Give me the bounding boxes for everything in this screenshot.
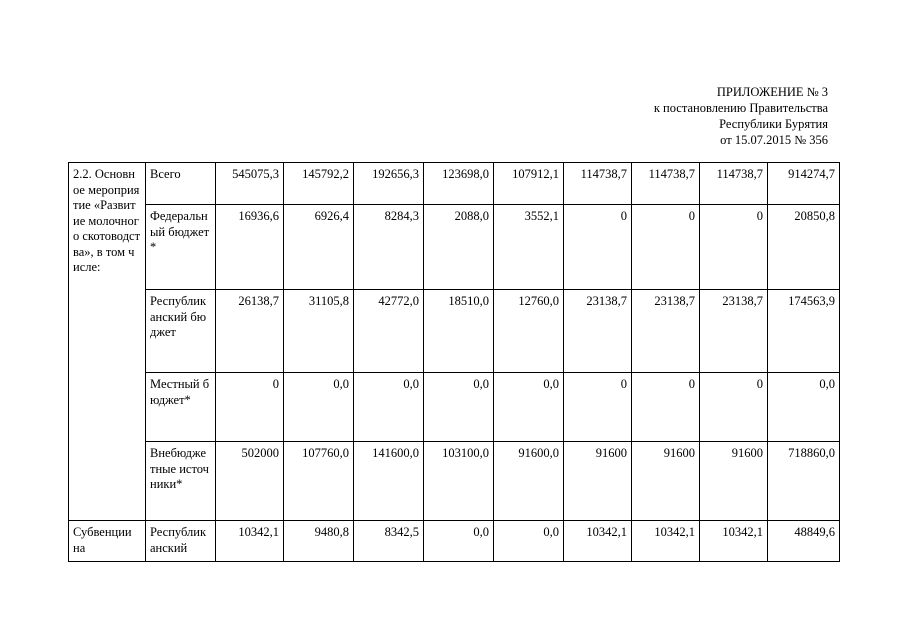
table-cell: 123698,0 (424, 163, 494, 205)
table-cell: 8342,5 (354, 521, 424, 562)
table-cell: 103100,0 (424, 442, 494, 521)
table-cell: 10342,1 (216, 521, 284, 562)
table-cell: 0 (632, 205, 700, 290)
table-cell: 9480,8 (284, 521, 354, 562)
table-cell: 502000 (216, 442, 284, 521)
table-cell: 0 (564, 205, 632, 290)
table-cell: 0 (632, 373, 700, 442)
table-cell: 2088,0 (424, 205, 494, 290)
table-cell: 114738,7 (564, 163, 632, 205)
table-cell: 0,0 (494, 373, 564, 442)
table-cell: 3552,1 (494, 205, 564, 290)
table-cell: 23138,7 (700, 290, 768, 373)
table-cell: 20850,8 (768, 205, 840, 290)
section-cell: Субвенции на (69, 521, 146, 562)
table-cell: 26138,7 (216, 290, 284, 373)
table-cell: 0,0 (494, 521, 564, 562)
table-cell: 0,0 (768, 373, 840, 442)
table-cell: 91600 (632, 442, 700, 521)
table-cell: 0,0 (354, 373, 424, 442)
table-row (69, 205, 840, 290)
row-label: Федеральный бюджет * (146, 205, 216, 290)
table-cell: 0 (216, 373, 284, 442)
table-cell: 91600 (700, 442, 768, 521)
table-cell: 6926,4 (284, 205, 354, 290)
table-row (69, 521, 840, 562)
table-cell: 545075,3 (216, 163, 284, 205)
table-cell: 31105,8 (284, 290, 354, 373)
table-cell: 8284,3 (354, 205, 424, 290)
table-cell: 91600,0 (494, 442, 564, 521)
table-cell: 10342,1 (632, 521, 700, 562)
table-cell: 718860,0 (768, 442, 840, 521)
appendix-title: ПРИЛОЖЕНИЕ № 3 (716, 85, 828, 99)
table-row (69, 442, 840, 521)
table-cell: 0 (700, 373, 768, 442)
table-cell: 0 (564, 373, 632, 442)
table-cell: 42772,0 (354, 290, 424, 373)
table-cell: 192656,3 (354, 163, 424, 205)
section-cell: 2.2. Основное мероприятие «Развитие молочного скотоводства», в том числе: (69, 163, 146, 521)
table-row (69, 290, 840, 373)
appendix-resolution-line: к постановлению Правительства (653, 101, 828, 115)
table-cell: 10342,1 (700, 521, 768, 562)
table-cell: 23138,7 (564, 290, 632, 373)
row-label: Республиканский (146, 521, 216, 562)
table-cell: 914274,7 (768, 163, 840, 205)
table-row (69, 373, 840, 442)
table-cell: 48849,6 (768, 521, 840, 562)
table-cell: 174563,9 (768, 290, 840, 373)
row-label: Республиканский бюджет (146, 290, 216, 373)
row-label: Всего (146, 163, 216, 205)
table-cell: 91600 (564, 442, 632, 521)
table-cell: 18510,0 (424, 290, 494, 373)
row-label: Местный бюджет* (146, 373, 216, 442)
table-cell: 107912,1 (494, 163, 564, 205)
table-cell: 145792,2 (284, 163, 354, 205)
appendix-republic-line: Республики Бурятия (719, 117, 828, 131)
table-cell: 23138,7 (632, 290, 700, 373)
table-cell: 0,0 (284, 373, 354, 442)
table-cell: 114738,7 (700, 163, 768, 205)
budget-table (68, 162, 840, 562)
table-cell: 16936,6 (216, 205, 284, 290)
row-label: Внебюджетные источники* (146, 442, 216, 521)
table-cell: 12760,0 (494, 290, 564, 373)
table-cell: 0,0 (424, 373, 494, 442)
table-cell: 10342,1 (564, 521, 632, 562)
table-cell: 0 (700, 205, 768, 290)
appendix-header (654, 84, 828, 148)
table-cell: 0,0 (424, 521, 494, 562)
table-cell: 114738,7 (632, 163, 700, 205)
table-cell: 107760,0 (284, 442, 354, 521)
table-row (69, 163, 840, 205)
table-cell: 141600,0 (354, 442, 424, 521)
appendix-date-line: от 15.07.2015 № 356 (720, 133, 828, 147)
